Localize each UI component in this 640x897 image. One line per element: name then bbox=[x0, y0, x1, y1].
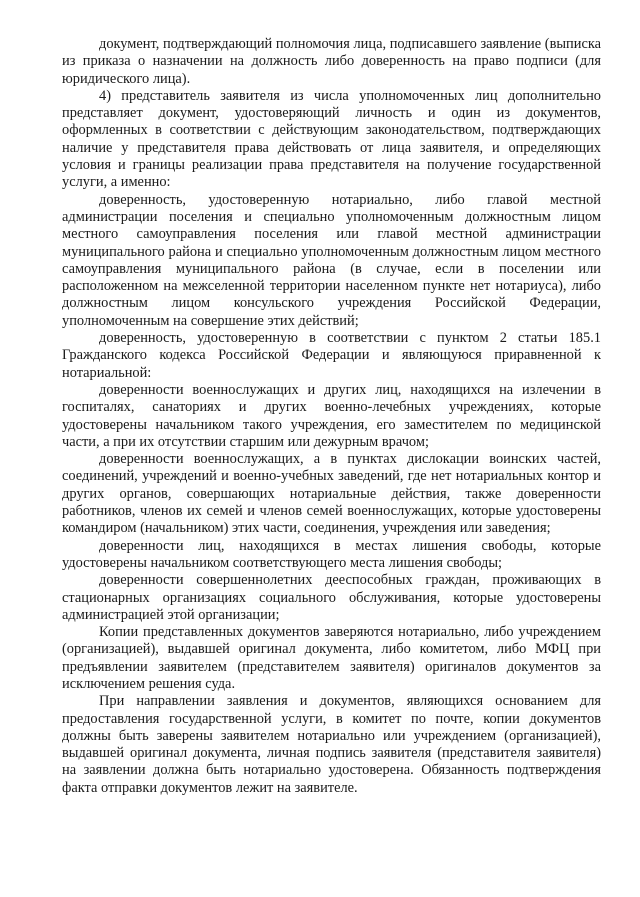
paragraph-civil-code-power-of-attorney: доверенность, удостоверенную в соответствии с пунктом 2 статьи 185.1 Гражданского кодекса Российской Федерации и являющуюся приравненной к нотариальной: bbox=[62, 330, 601, 381]
paragraph-notarized-power-of-attorney: доверенность, удостоверенную нотариально, либо главой местной администрации поселения и специально уполномоченным должностным лицом местного самоуправления поселения или главой местной администрации муниципального района и специально уполномоченным должностным лицом местного самоуправления муниципального района (в случае, если в поселении или расположенном на межселенной территории населенном пункте нет нотариуса), либо должностным лицом консульского учреждения Российской Федерации, уполномоченным на совершение этих действий; bbox=[62, 191, 601, 329]
document-body bbox=[62, 36, 601, 797]
paragraph-copies-certification: Копии представленных документов заверяются нотариально, либо учреждением (организацией), выдавшей оригинал документа, либо комитетом, либо МФЦ при предъявлении заявителем (представителем заявителя) оригиналов документов за исключением решения суда. bbox=[62, 624, 601, 692]
paragraph-authority-document: документ, подтверждающий полномочия лица, подписавшего заявление (выписка из приказа о назначении на должность либо доверенность на право подписи (для юридического лица). bbox=[62, 36, 601, 87]
paragraph-military-power-of-attorney: доверенности военнослужащих, а в пунктах дислокации воинских частей, соединений, учреждений и военно-учебных заведений, где нет нотариальных контор и других органов, совершающих нотариальные действия, также доверенности работников, членов их семей и членов семей военнослужащих, которые удостоверены командиром (начальником) этих части, соединения, учреждения или заведения; bbox=[62, 451, 601, 537]
paragraph-postal-submission: При направлении заявления и документов, являющихся основанием для предоставления государственной услуги, в комитет по почте, копии документов должны быть заверены заявителем нотариально или учреждением (организацией), выдавшей оригинал документа, личная подпись заявителя (представителя заявителя) на заявлении должна быть нотариально удостоверена. Обязанность подтверждения факта отправки документов лежит на заявителе. bbox=[62, 693, 601, 796]
paragraph-detention-power-of-attorney: доверенности лиц, находящихся в местах лишения свободы, которые удостоверены начальником соответствующего места лишения свободы; bbox=[62, 537, 601, 571]
paragraph-social-care-power-of-attorney: доверенности совершеннолетних дееспособных граждан, проживающих в стационарных организациях социального обслуживания, которые удостоверены администрацией этой организации; bbox=[62, 572, 601, 623]
paragraph-hospital-power-of-attorney: доверенности военнослужащих и других лиц, находящихся на излечении в госпиталях, санаториях и других военно-лечебных учреждениях, которые удостоверены начальником такого учреждения, его заместителем по медицинской части, а при их отсутствии старшим или дежурным врачом; bbox=[62, 381, 601, 450]
paragraph-representative-documents: 4) представитель заявителя из числа уполномоченных лиц дополнительно представляет документ, удостоверяющий личность и один из документов, оформленных в соответствии с действующим законодательством, подтверждающих наличие у представителя права действовать от лица заявителя, и определяющих условия и границы реализации права представителя на получение государственной услуги, а именно: bbox=[62, 87, 601, 191]
